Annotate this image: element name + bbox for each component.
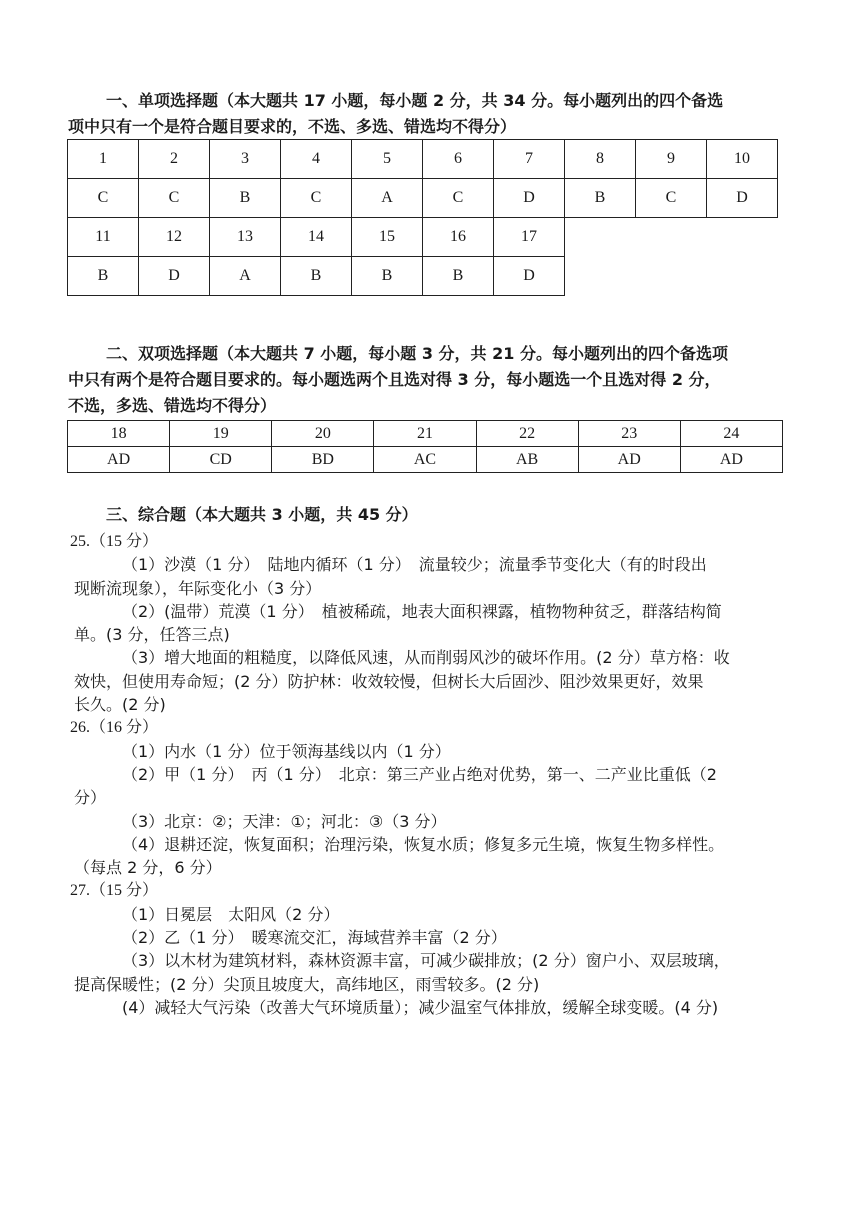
answer-row-cell: D (494, 179, 565, 218)
answer-line-text: 分） (74, 788, 107, 808)
answer-row-cell: B (352, 257, 423, 296)
answer-line (74, 926, 782, 949)
answer-row (68, 179, 778, 218)
answer-row-cell: D (139, 257, 210, 296)
answer-line-text: （1）日冕层 太阳风（2 分） (122, 904, 340, 924)
answer-line (74, 786, 782, 809)
section3-answers (70, 530, 782, 1019)
section2-heading-line1: 二、双项选择题（本大题共 7 小题，每小题 3 分，共 21 分。每小题列出的四个备选项 (106, 344, 728, 363)
answer-line (74, 646, 782, 669)
question-number-row-cell: 5 (352, 140, 423, 179)
answer-line (74, 553, 782, 576)
answer-line-text: 26.（16 分） (70, 719, 159, 737)
answer-row-cell: C (636, 179, 707, 218)
section3-heading: 三、综合题（本大题共 3 小题，共 45 分） (106, 505, 418, 524)
answer-line (74, 833, 782, 856)
question-number-row-cell: 21 (374, 421, 476, 447)
answer-line-text: 25.（15 分） (70, 533, 159, 550)
answer-line-text: 长久。(2 分) (74, 695, 166, 715)
double-choice-answer-table (67, 420, 783, 473)
answer-line (74, 740, 782, 763)
answer-row-cell: B (565, 179, 636, 218)
answer-row-cell: A (352, 179, 423, 218)
answer-row-cell: B (68, 257, 139, 296)
question-number-row-cell: 9 (636, 140, 707, 179)
answer-row (68, 447, 783, 473)
answer-line-text: （每点 2 分，6 分） (74, 858, 222, 878)
empty-cell (707, 218, 778, 257)
answer-line-text: 提高保暖性；(2 分）尖顶且坡度大，高纬地区，雨雪较多。(2 分) (74, 974, 540, 994)
question-number-row (68, 140, 778, 179)
answer-line (70, 879, 782, 902)
answer-row (68, 257, 778, 296)
answer-line-text: （3）以木材为建筑材料，森林资源丰富，可减少碳排放；(2 分）窗户小、双层玻璃， (122, 951, 730, 971)
answer-row-cell: B (423, 257, 494, 296)
answer-line (74, 903, 782, 926)
answer-row-cell: BD (272, 447, 374, 473)
answer-line (70, 716, 782, 739)
answer-row-cell: D (707, 179, 778, 218)
section2-heading (68, 341, 783, 419)
question-number-row (68, 421, 783, 447)
answer-row-cell: C (423, 179, 494, 218)
empty-cell (636, 218, 707, 257)
question-number-row (68, 218, 778, 257)
question-number-row-cell: 11 (68, 218, 139, 257)
answer-row-cell: B (281, 257, 352, 296)
section2-heading-line2: 中只有两个是符合题目要求的。每小题选两个且选对得 3 分，每小题选一个且选对得 2 分， (68, 370, 721, 389)
answer-line (74, 949, 782, 972)
answer-line-text: （3）增大地面的粗糙度，以降低风速，从而削弱风沙的破坏作用。(2 分）草方格：收 (122, 648, 730, 668)
answer-row-cell: AD (68, 447, 170, 473)
section1-heading-line1: 一、单项选择题（本大题共 17 小题，每小题 2 分，共 34 分。每小题列出的四个备选 (106, 91, 724, 110)
answer-row-cell: C (281, 179, 352, 218)
answer-line (74, 577, 782, 600)
answer-line-text: （4）退耕还淀，恢复面积；治理污染，恢复水质；修复多元生境，恢复生物多样性。 (122, 834, 725, 854)
answer-line (70, 530, 782, 553)
empty-cell (565, 218, 636, 257)
section1-heading (68, 88, 783, 140)
answer-line (74, 856, 782, 879)
answer-line-text: （2）甲（1 分） 丙（1 分） 北京：第三产业占绝对优势，第一、二产业比重低（2 (122, 764, 717, 784)
question-number-row-cell: 23 (578, 421, 680, 447)
answer-line-text: 27.（15 分） (70, 882, 159, 900)
question-number-row-cell: 8 (565, 140, 636, 179)
answer-line (74, 996, 782, 1019)
question-number-row-cell: 16 (423, 218, 494, 257)
answer-row-cell: CD (170, 447, 272, 473)
question-number-row-cell: 10 (707, 140, 778, 179)
single-choice-answer-table (67, 139, 778, 296)
answer-line-text: 效快，但使用寿命短；(2 分）防护林：收效较慢，但树长大后固沙、阻沙效果更好，效果 (74, 671, 704, 691)
answer-row-cell: B (210, 179, 281, 218)
empty-cell (636, 257, 707, 296)
answer-row-cell: AB (476, 447, 578, 473)
section2-heading-line3: 不选，多选、错选均不得分） (68, 396, 277, 415)
question-number-row-cell: 22 (476, 421, 578, 447)
question-number-row-cell: 14 (281, 218, 352, 257)
answer-line-text: （1）沙漠（1 分） 陆地内循环（1 分） 流量较少；流量季节变化大（有的时段出 (122, 555, 707, 575)
question-number-row-cell: 13 (210, 218, 281, 257)
answer-line-text: （2）乙（1 分） 暖寒流交汇，海域营养丰富（2 分） (122, 928, 507, 948)
question-number-row-cell: 17 (494, 218, 565, 257)
answer-line-text: （2）(温带）荒漠（1 分） 植被稀疏，地表大面积裸露，植物物种贫乏，群落结构简 (122, 601, 722, 621)
question-number-row-cell: 24 (680, 421, 782, 447)
answer-row-cell: C (139, 179, 210, 218)
answer-line (74, 693, 782, 716)
question-number-row-cell: 18 (68, 421, 170, 447)
answer-line-text: 现断流现象），年际变化小（3 分） (74, 578, 322, 598)
question-number-row-cell: 1 (68, 140, 139, 179)
question-number-row-cell: 15 (352, 218, 423, 257)
question-number-row-cell: 6 (423, 140, 494, 179)
answer-row-cell: C (68, 179, 139, 218)
answer-row-cell: A (210, 257, 281, 296)
answer-line-text: （3）北京：②；天津：①；河北：③（3 分） (122, 811, 447, 831)
empty-cell (565, 257, 636, 296)
answer-line (74, 763, 782, 786)
section1-heading-line2: 项中只有一个是符合题目要求的，不选、多选、错选均不得分） (68, 117, 517, 136)
question-number-row-cell: 12 (139, 218, 210, 257)
answer-row-cell: D (494, 257, 565, 296)
question-number-row-cell: 19 (170, 421, 272, 447)
answer-row-cell: AD (578, 447, 680, 473)
answer-line-text: (4）减轻大气污染（改善大气环境质量）；减少温室气体排放，缓解全球变暖。(4 分) (122, 997, 719, 1017)
answer-line (74, 623, 782, 646)
question-number-row-cell: 3 (210, 140, 281, 179)
answer-row-cell: AC (374, 447, 476, 473)
empty-cell (707, 257, 778, 296)
answer-line (74, 600, 782, 623)
answer-line-text: （1）内水（1 分）位于领海基线以内（1 分） (122, 741, 451, 761)
answer-line (74, 973, 782, 996)
answer-row-cell: AD (680, 447, 782, 473)
question-number-row-cell: 4 (281, 140, 352, 179)
question-number-row-cell: 7 (494, 140, 565, 179)
answer-line (74, 810, 782, 833)
question-number-row-cell: 2 (139, 140, 210, 179)
question-number-row-cell: 20 (272, 421, 374, 447)
answer-line-text: 单。(3 分，任答三点) (74, 625, 230, 645)
answer-line (74, 670, 782, 693)
